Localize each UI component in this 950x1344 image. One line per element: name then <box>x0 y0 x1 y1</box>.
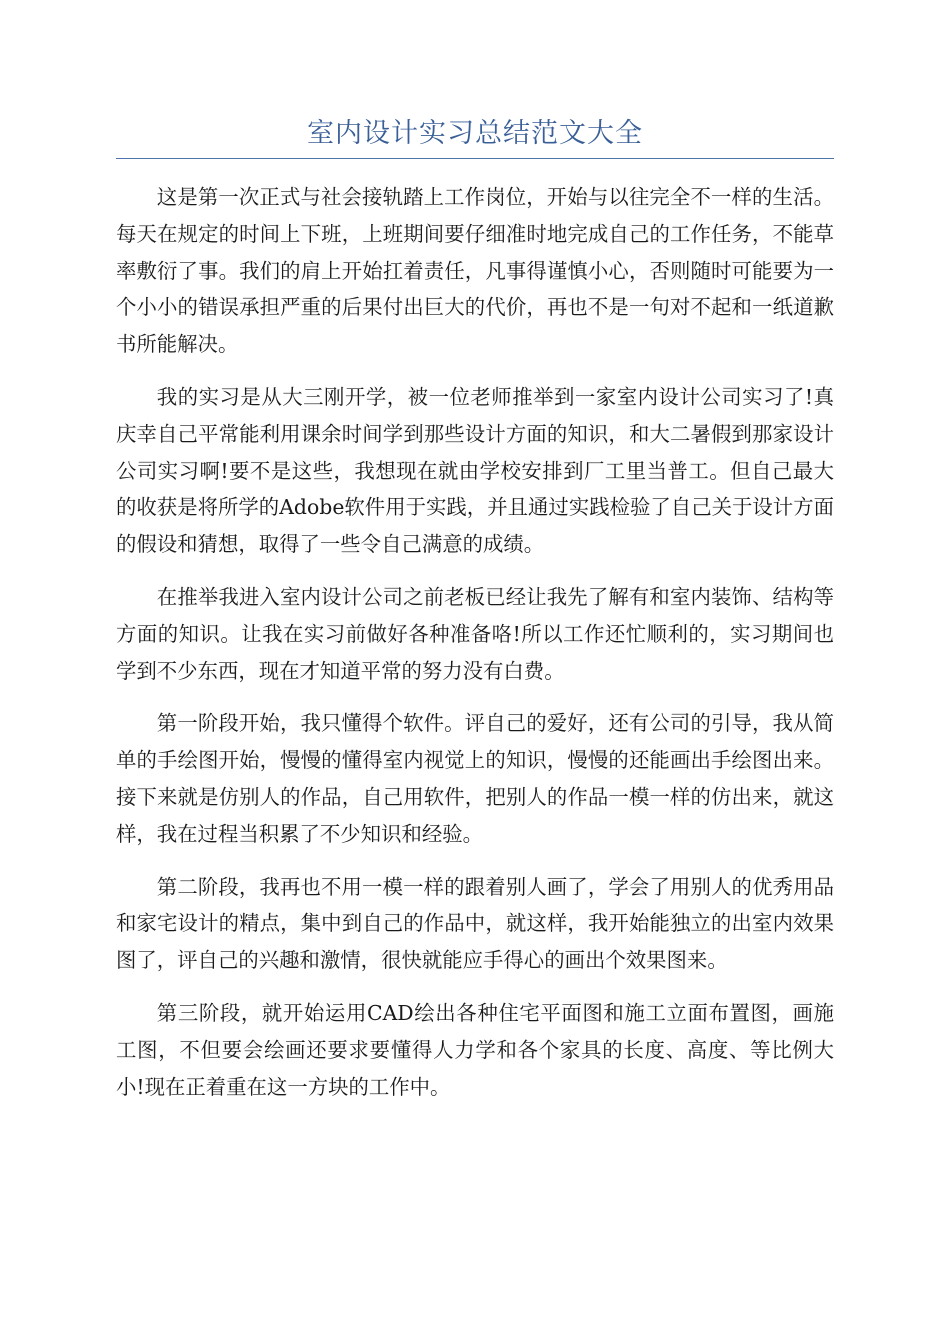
document-title: 室内设计实习总结范文大全 <box>307 118 643 149</box>
paragraph-5: 第二阶段，我再也不用一模一样的跟着别人画了，学会了用别人的优秀用品和家宅设计的精点，集中到自己的作品中，就这样，我开始能独立的出室内效果图了，评自己的兴趣和激情，很快就能应手得心的画出个效果图来。 <box>116 874 834 973</box>
paragraph-1: 这是第一次正式与社会接轨踏上工作岗位，开始与以往完全不一样的生活。每天在规定的时间上下班，上班期间要仔细准时地完成自己的工作任务，不能草率敷衍了事。我们的肩上开始扛着责任，凡事得谨慎小心，否则随时可能要为一个小小的错误承担严重的后果付出巨大的代价，再也不是一句对不起和一纸道歉书所能解决。 <box>116 185 834 357</box>
paragraph-6: 第三阶段，就开始运用CAD绘出各种住宅平面图和施工立面布置图，画施工图，不但要会绘画还要求要懂得人力学和各个家具的长度、高度、等比例大小!现在正着重在这一方块的工作中。 <box>116 1000 834 1099</box>
title-underline <box>116 158 834 159</box>
paragraph-2: 我的实习是从大三刚开学，被一位老师推举到一家室内设计公司实习了!真庆幸自己平常能利用课余时间学到那些设计方面的知识，和大二暑假到那家设计公司实习啊!要不是这些，我想现在就由学校安排到厂工里当普工。但自己最大的收获是将所学的Adobe软件用于实践，并且通过实践检验了自己关于设计方面的假设和猜想，取得了一些令自己满意的成绩。 <box>116 384 834 557</box>
paragraph-4: 第一阶段开始，我只懂得个软件。评自己的爱好，还有公司的引导，我从简单的手绘图开始，慢慢的懂得室内视觉上的知识，慢慢的还能画出手绘图出来。接下来就是仿别人的作品，自己用软件，把别人的作品一模一样的仿出来，就这样，我在过程当积累了不少知识和经验。 <box>116 711 834 846</box>
paragraph-3: 在推举我进入室内设计公司之前老板已经让我先了解有和室内装饰、结构等方面的知识。让我在实习前做好各种准备咯!所以工作还忙顺利的，实习期间也学到不少东西，现在才知道平常的努力没有白费。 <box>116 584 834 683</box>
document-page <box>116 112 834 1121</box>
